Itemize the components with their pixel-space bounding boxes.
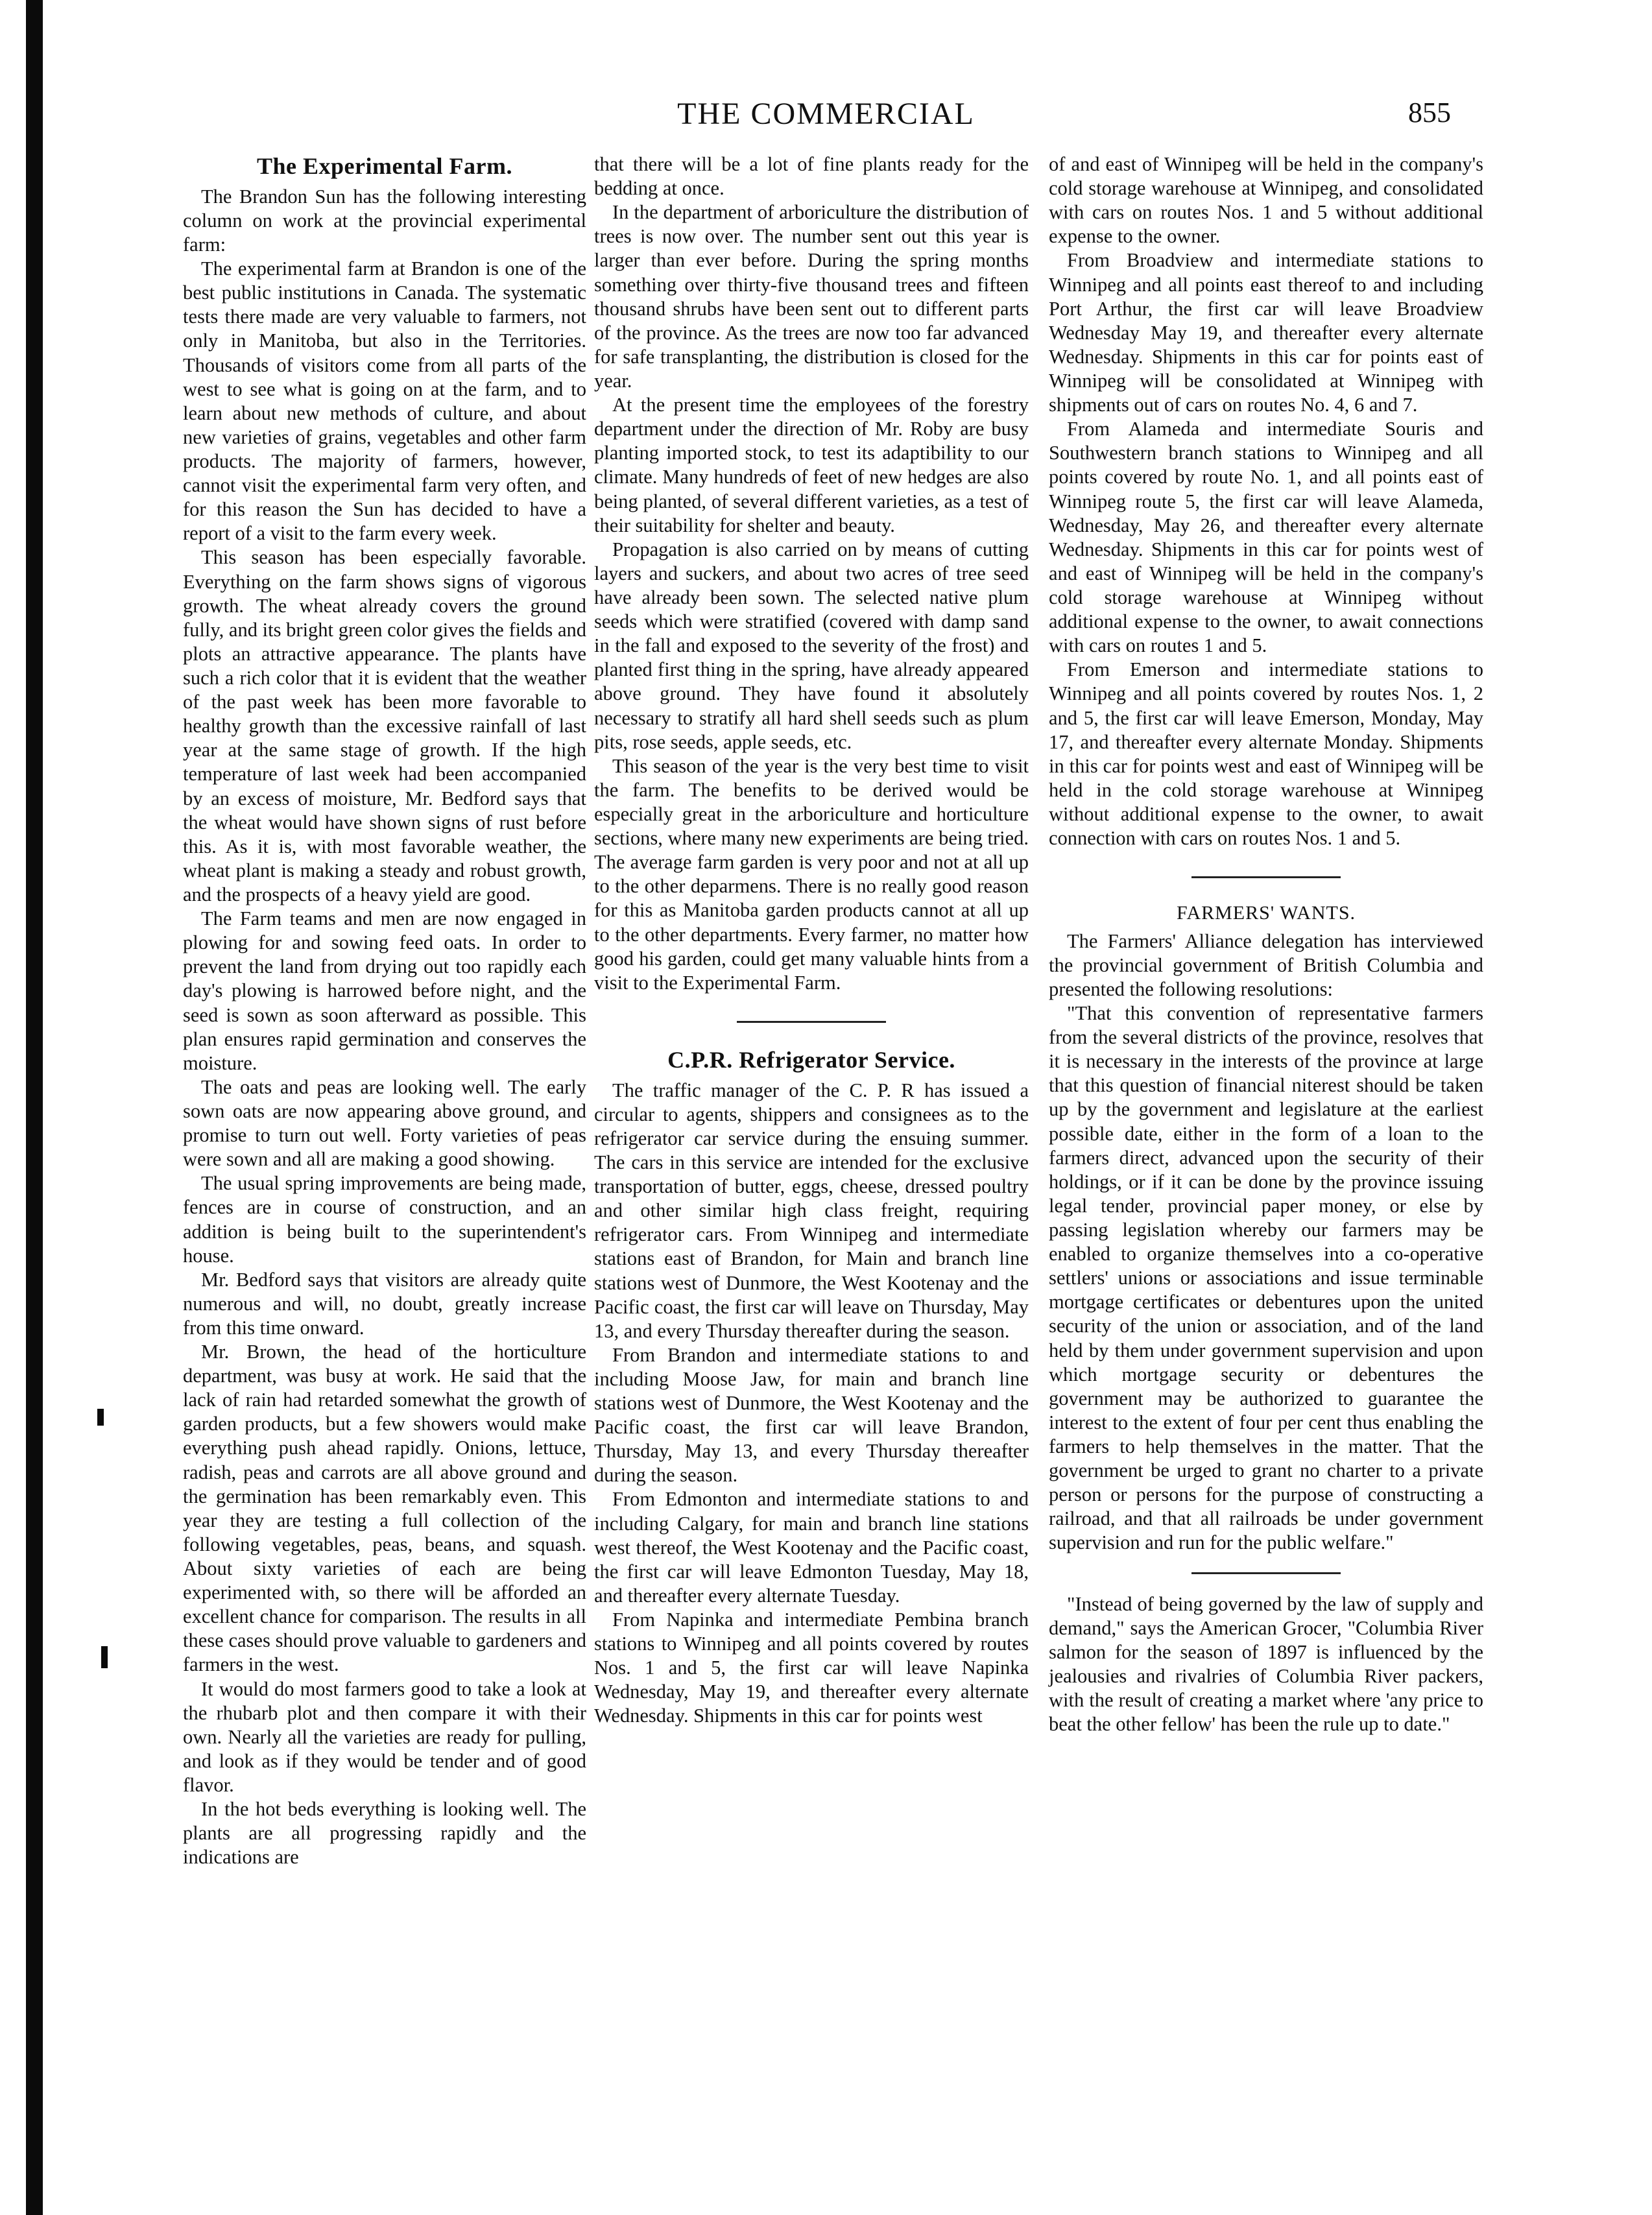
column-middle [594,152,1029,1729]
page-number: 855 [1408,97,1451,128]
margin-mark [101,1646,108,1668]
article-paragraph: From Emerson and intermediate stations to Winnipeg and all points covered by routes Nos. 1, 2 and 5, the first car will leave Emerson, Monday, May 17, and thereafter every alternate Monday. Shipments in this car for points west and east of Winnipeg will be held in the cold storage warehouse at Winnipeg without additional expense to the owner, to await connection with cars on routes Nos. 1 and 5. [1049,658,1483,850]
article-paragraph: "Instead of being governed by the law of supply and demand," says the American Grocer, "Columbia River salmon for the season of 1897 is influenced by the jealousies and rivalries of Columbia River packers, with the result of creating a market where 'any price to beat the other fellow' has been the rule up to date." [1049,1592,1483,1736]
binding-shadow [26,0,43,2215]
article-paragraph: From Edmonton and intermediate stations to and including Calgary, for main and branch line stations west thereof, the West Kootenay and the Pacific coast, the first car will leave Edmonton Tuesday, May 18, and thereafter every alternate Tuesday. [594,1488,1029,1607]
article-paragraph: This season of the year is the very best time to visit the farm. The benefits to be derived would be especially great in the arboriculture and horticulture sections, where many new experiments are being tried. The average farm garden is very poor and not at all up to the other deparmens. There is no really good reason for this as Manitoba garden products cannot at all up to the other departments. Every farmer, no matter how good his garden, could get many valuable hints from a visit to the Experimental Farm. [594,754,1029,994]
article-paragraph: From Brandon and intermediate stations to and including Moose Jaw, for main and branch line stations west of Dunmore, the West Kootenay and the Pacific coast, the first car will leave Brandon, Thursday, May 13, and every Thursday thereafter during the season. [594,1343,1029,1487]
article-paragraph: In the department of arboriculture the distribution of trees is now over. The number sent out this year is larger than ever before. During the spring months something over thirty-five thousand trees and fifteen thousand shrubs have been sent out to different parts of the province. As the trees are now too far advanced for safe transplanting, the distribution is closed for the year. [594,201,1029,392]
article-paragraph: The Brandon Sun has the following interesting column on work at the provincial experimental farm: [183,185,586,256]
article-paragraph: that there will be a lot of fine plants ready for the bedding at once. [594,153,1029,200]
article-paragraph: It would do most farmers good to take a look at the rhubarb plot and then compare it with their own. Nearly all the varieties are ready for pulling, and look as if they would be tender and of good flavor. [183,1677,586,1797]
article-paragraph: The traffic manager of the C. P. R has issued a circular to agents, shippers and consignees as to the refrigerator car service during the ensuing summer. The cars in this service are intended for the exclusive transportation of butter, eggs, cheese, dressed poultry and other similar high class freight, requiring refrigerator cars. From Winnipeg and intermediate stations east of Brandon, for Main and branch line stations west of Dunmore, the West Kootenay and the Pacific coast, the first car will leave on Thursday, May 13, and every Thursday thereafter during the season. [594,1079,1029,1342]
article-paragraph: The Farmers' Alliance delegation has interviewed the provincial government of British Columbia and presented the following resolutions: [1049,929,1483,1000]
article-paragraph: In the hot beds everything is looking well. The plants are all progressing rapidly and the indications are [183,1798,586,1869]
article-paragraph: From Alameda and intermediate Souris and Southwestern branch stations to Winnipeg and all points covered by route No. 1, and all points east of Winnipeg route 5, the first car will leave Alameda, Wednesday, May 26, and thereafter every alternate Wednesday. Shipments in this car for points west of and east of Winnipeg will be held in the company's cold storage warehouse at Winnipeg without additional expense to the owner, to await connections with cars on routes 1 and 5. [1049,418,1483,657]
article-paragraph: Mr. Brown, the head of the horticulture department, was busy at work. He said that the lack of rain had retarded somewhat the growth of garden products, but a few showers would make everything push ahead rapidly. Onions, lettuce, radish, peas and carrots are all above ground and the germination has been remarkably even. This year they are testing a full collection of the following vegetables, peas, beans, and squash. About sixty varieties of each are being experimented with, so there will be afforded an excellent chance for comparison. The results in all these cases should prove valuable to gardeners and farmers in the west. [183,1341,586,1676]
section-divider [1191,876,1341,878]
article-paragraph: The Farm teams and men are now engaged in plowing for and sowing feed oats. In order to prevent the land from drying out too rapidly each day's plowing is harrowed before night, and the seed is sown as soon afterward as possible. This plan ensures rapid germination and conserves the moisture. [183,907,586,1074]
article-heading-experimental-farm: The Experimental Farm. [257,153,512,179]
article-paragraph: The usual spring improvements are being made, fences are in course of construction, and an addition is being built to the superintendent's house. [183,1172,586,1267]
margin-mark [97,1409,104,1426]
section-divider [1191,1572,1341,1574]
article-paragraph: This season has been especially favorable. Everything on the farm shows signs of vigorous growth. The wheat already covers the ground fully, and its bright green color gives the fields and plots an attractive appearance. The plants have such a rich color that it is evident that the weather of the past week has been more favorable to healthy growth than the excessive rainfall of last year at the same stage of growth. If the high temperature of last week had been accompanied by an excess of moisture, Mr. Bedford says that the wheat would have shown signs of rust before this. As it is, with most favorable weather, the wheat plant is making a steady and robust growth, and the prospects of a heavy yield are good. [183,546,586,905]
article-paragraph: The experimental farm at Brandon is one of the best public institutions in Canada. The systematic tests there made are very valuable to farmers, not only in Manitoba, but also in the Territories. Thousands of visitors come from all parts of the west to see what is going on at the farm, and to learn about new methods of culture, and about new varieties of grains, vegetables and other farm products. The majority of farmers, however, cannot visit the experimental farm very often, and for this reason the Sun has decided to have a report of a visit to the farm every week. [183,257,586,545]
article-paragraph: "That this convention of representative farmers from the several districts of the province, resolves that it is necessary in the interests of the province at large that this question of financial niterest should be taken up by the government and legislature at the earliest possible date, either in the form of a loan to the farmers direct, advanced upon the security of their holdings, or if it can be done by the province issuing legal tender, provincial paper money, or else by passing legislation whereby our farmers may be enabled to organize themselves into a co-operative settlers' unions or associations and issue terminable mortgage certificates or debentures upon the united security of the union or association, and of the land held by them under government supervision and upon which mortgage security or debentures the government may be authorized to guarantee the interest to the extent of four per cent thus enabling the farmers to help themselves in the matter. That the government be urged to grant no charter to a private person or persons for the purpose of constructing a railroad, and that all railroads be under government supervision and run for the public welfare." [1049,1002,1483,1554]
article-paragraph: From Napinka and intermediate Pembina branch stations to Winnipeg and all points covered by routes Nos. 1 and 5, the first car will leave Napinka Wednesday, May 19, and thereafter every alternate Wednesday. Shipments in this car for points west [594,1609,1029,1727]
article-paragraph: From Broadview and intermediate stations to Winnipeg and all points east thereof to and including Port Arthur, the first car will leave Broadview Wednesday May 19, and thereafter every alternate Wednesday. Shipments in this car for points east of Winnipeg will be consolidated at Winnipeg with shipments out of cars on routes No. 4, 6 and 7. [1049,249,1483,416]
column-right [1049,152,1483,1736]
article-heading-farmers-wants: FARMERS' WANTS. [1176,902,1356,924]
page-header [0,96,1652,141]
section-divider [737,1021,886,1023]
article-paragraph: Propagation is also carried on by means of cutting layers and suckers, and about two acres of tree seed have already been sown. The selected native plum seeds which were stratified (covered with damp sand in the fall and exposed to the severity of the frost) and planted first thing in the spring, have already appeared above ground. They have found it absolutely necessary to stratify all hard shell seeds such as plum pits, rose seeds, apple seeds, etc. [594,538,1029,753]
article-paragraph: of and east of Winnipeg will be held in the company's cold storage warehouse at Winnipeg, and consolidated with cars on routes Nos. 1 and 5 without additional expense to the owner. [1049,153,1483,248]
article-heading-refrigerator-service: C.P.R. Refrigerator Service. [667,1046,955,1073]
article-paragraph: Mr. Bedford says that visitors are already quite numerous and will, no doubt, greatly increase from this time onward. [183,1268,586,1339]
article-paragraph: The oats and peas are looking well. The early sown oats are now appearing above ground, and promise to turn out well. Forty varieties of peas were sown and all are making a good showing. [183,1075,586,1171]
column-left [183,152,586,1869]
publication-title: THE COMMERCIAL [677,97,975,131]
article-paragraph: At the present time the employees of the forestry department under the direction of Mr. Roby are busy planting imported stock, to test its adaptibility to our climate. Many hundreds of feet of new hedges are also being planted, of several different varieties, as a test of their suitability for shelter and beauty. [594,394,1029,536]
